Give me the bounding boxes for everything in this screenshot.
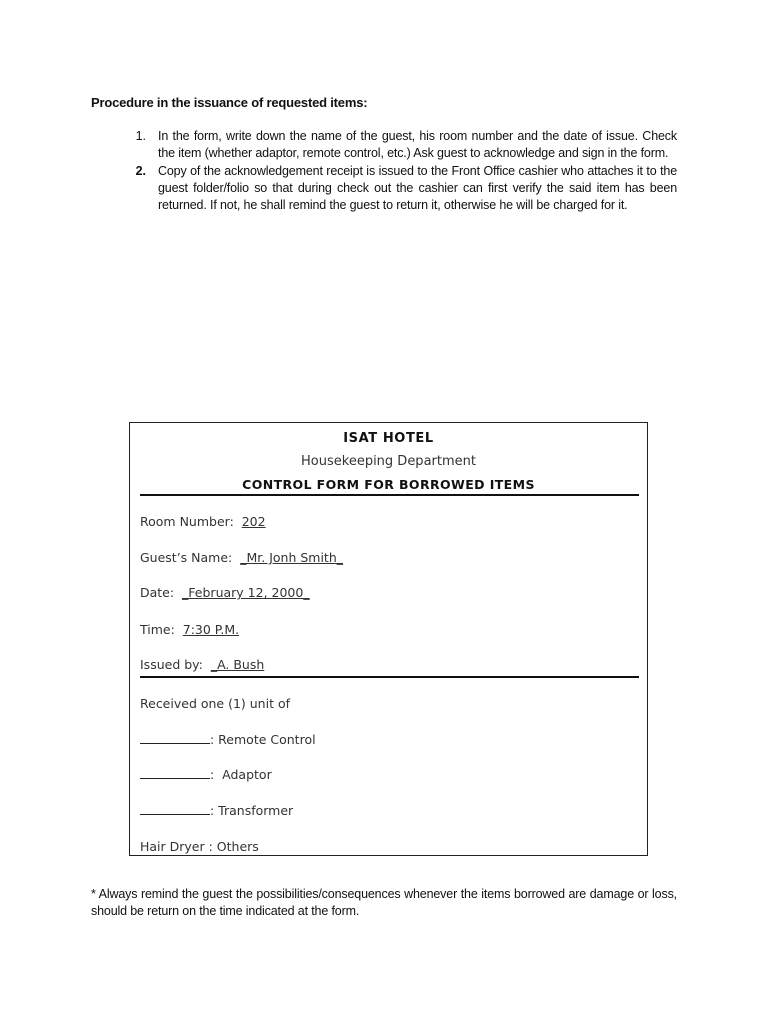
step-number: 2. <box>135 164 146 178</box>
received-text: Received one (1) unit of <box>140 696 290 711</box>
item-label: : Remote Control <box>210 732 316 747</box>
guest-name-field <box>140 550 343 565</box>
date-value: _February 12, 2000_ <box>182 585 310 600</box>
room-number-value: 202 <box>241 514 266 529</box>
guest-name-value: _Mr. Jonh Smith_ <box>240 550 344 565</box>
check-blank <box>140 804 210 815</box>
check-blank <box>140 733 210 744</box>
issued-by-label: Issued by: <box>140 657 211 672</box>
check-blank <box>140 768 210 779</box>
issued-by-value: _A. Bush <box>210 657 265 672</box>
time-field <box>140 622 239 637</box>
time-label: Time: <box>140 622 183 637</box>
divider <box>140 494 639 496</box>
item-label: : Transformer <box>210 803 294 818</box>
step-text: Copy of the acknowledgement receipt is issued to the Front Office cashier who attaches it to the guest folder/folio so that during check out the cashier can first verify the said item has been returned. If not, he shall remind the guest to return it, otherwise he will be charged for it. <box>158 164 677 212</box>
step-number: 1. <box>135 129 146 143</box>
item-adaptor <box>140 767 272 782</box>
guest-name-label: Guest’s Name: <box>140 550 241 565</box>
date-label: Date: <box>140 585 183 600</box>
hotel-name: ISAT HOTEL <box>343 431 434 446</box>
form-title: CONTROL FORM FOR BORROWED ITEMS <box>242 477 535 492</box>
date-field <box>140 585 310 600</box>
time-value: 7:30 P.M. <box>182 622 240 637</box>
department-name: Housekeeping Department <box>301 454 476 469</box>
procedure-steps <box>91 128 677 215</box>
item-remote-control <box>140 732 316 747</box>
divider <box>140 676 639 678</box>
item-hair-dryer-others: Hair Dryer : Others <box>140 839 259 854</box>
room-number-label: Room Number: <box>140 514 242 529</box>
procedure-heading: Procedure in the issuance of requested items: <box>91 95 368 110</box>
procedure-step <box>91 163 677 214</box>
issued-by-field <box>140 657 264 672</box>
footnote: * Always remind the guest the possibilities/consequences whenever the items borrowed are damage or loss, should be return on the time indicated at the form. <box>91 887 677 918</box>
item-label: : Adaptor <box>210 767 272 782</box>
control-form <box>129 422 648 856</box>
procedure-step <box>91 128 677 162</box>
step-text: In the form, write down the name of the guest, his room number and the date of issue. Check the item (whether adaptor, remote control, etc.) Ask guest to acknowledge and sign in the form. <box>158 129 677 160</box>
item-transformer <box>140 803 293 818</box>
room-number-field <box>140 514 266 529</box>
